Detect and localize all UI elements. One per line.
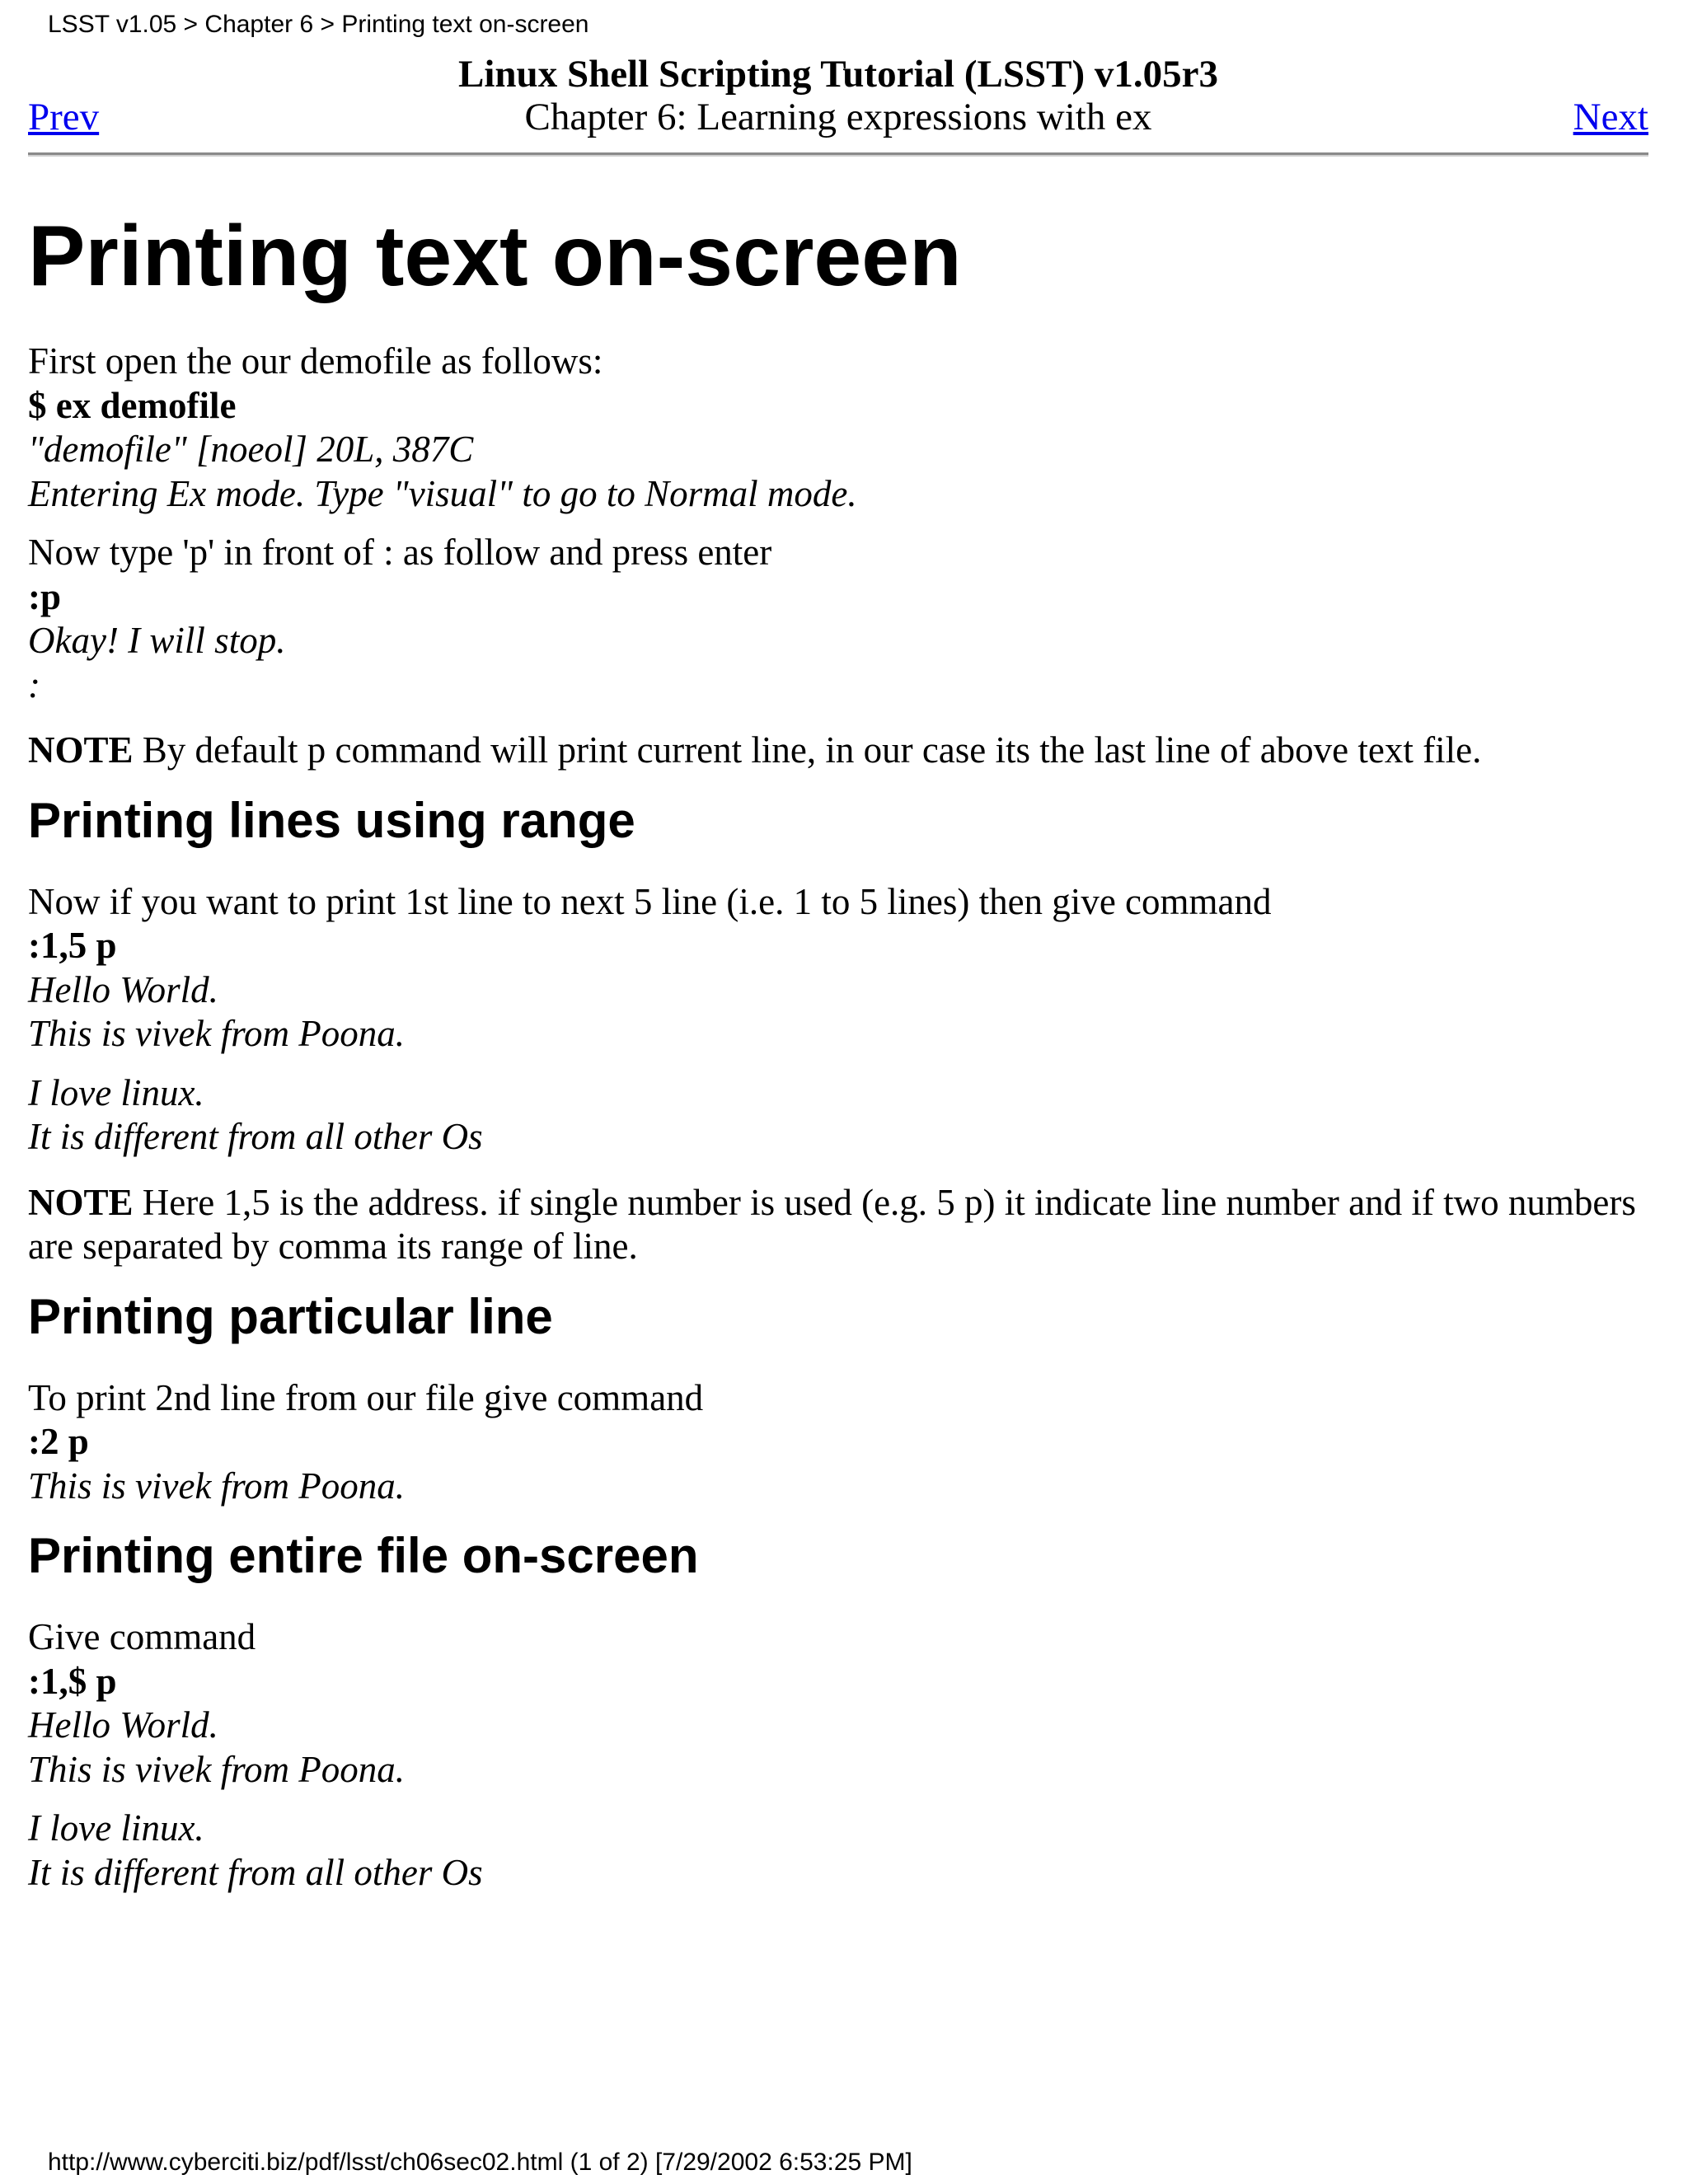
range-output-block xyxy=(28,1071,1648,1160)
intro-output-line: Entering Ex mode. Type "visual" to go to Normal mode. xyxy=(28,472,857,514)
particular-output-line: This is vivek from Poona. xyxy=(28,1465,406,1507)
breadcrumb: LSST v1.05 > Chapter 6 > Printing text on-screen xyxy=(48,11,589,38)
note-text: Here 1,5 is the address. if single number is used (e.g. 5 p) it indicate line number and if two numbers are separated by comma its range of line. xyxy=(28,1181,1636,1267)
entire-command: :1,$ p xyxy=(28,1660,117,1702)
entire-output-line: Hello World. xyxy=(28,1704,218,1746)
section-heading-range: Printing lines using range xyxy=(28,792,635,848)
main-content xyxy=(28,203,1648,1895)
note-text: By default p command will print current line, in our case its the last line of above text file. xyxy=(133,729,1482,771)
range-block xyxy=(28,880,1648,1057)
range-output-line: This is vivek from Poona. xyxy=(28,1013,406,1054)
section-heading-entire: Printing entire file on-screen xyxy=(28,1528,699,1583)
note-label: NOTE xyxy=(28,729,134,771)
tutorial-title: Linux Shell Scripting Tutorial (LSST) v1.05r3 xyxy=(458,53,1218,96)
range-output-line: I love linux. xyxy=(28,1071,204,1113)
note-label: NOTE xyxy=(28,1181,134,1223)
particular-text: To print 2nd line from our file give command xyxy=(28,1376,704,1418)
intro-block xyxy=(28,340,1648,516)
footer-url: http://www.cyberciti.biz/pdf/lsst/ch06sec02.html (1 of 2) [7/29/2002 6:53:25 PM] xyxy=(48,2149,912,2176)
intro-command: $ ex demofile xyxy=(28,384,237,426)
navigation-header xyxy=(28,53,1648,143)
print-current-output-line: Okay! I will stop. xyxy=(28,620,286,661)
entire-output-block xyxy=(28,1807,1648,1895)
particular-block xyxy=(28,1376,1648,1509)
entire-output-line: It is different from all other Os xyxy=(28,1851,483,1893)
print-current-output-line: : xyxy=(28,663,40,705)
entire-output-line: I love linux. xyxy=(28,1807,204,1849)
entire-block xyxy=(28,1615,1648,1792)
note-address xyxy=(28,1181,1648,1269)
note-default-p xyxy=(28,729,1648,773)
prev-link[interactable]: Prev xyxy=(28,96,100,138)
chapter-title: Chapter 6: Learning expressions with ex xyxy=(524,96,1152,138)
section-heading-particular: Printing particular line xyxy=(28,1288,553,1344)
print-current-text: Now type 'p' in front of : as follow and press enter xyxy=(28,532,772,573)
particular-command: :2 p xyxy=(28,1421,89,1462)
range-output-line: Hello World. xyxy=(28,968,218,1010)
intro-text: First open the our demofile as follows: xyxy=(28,340,603,382)
header-divider xyxy=(28,152,1648,157)
print-current-command: :p xyxy=(28,575,62,617)
next-link[interactable]: Next xyxy=(1573,96,1648,138)
entire-output-line: This is vivek from Poona. xyxy=(28,1748,406,1790)
range-output-line: It is different from all other Os xyxy=(28,1116,483,1157)
range-text: Now if you want to print 1st line to next 5 line (i.e. 1 to 5 lines) then give command xyxy=(28,880,1272,922)
page-title: Printing text on-screen xyxy=(28,209,962,304)
entire-text: Give command xyxy=(28,1616,256,1657)
range-command: :1,5 p xyxy=(28,925,117,966)
intro-output-line: "demofile" [noeol] 20L, 387C xyxy=(28,429,474,470)
print-current-block xyxy=(28,531,1648,707)
